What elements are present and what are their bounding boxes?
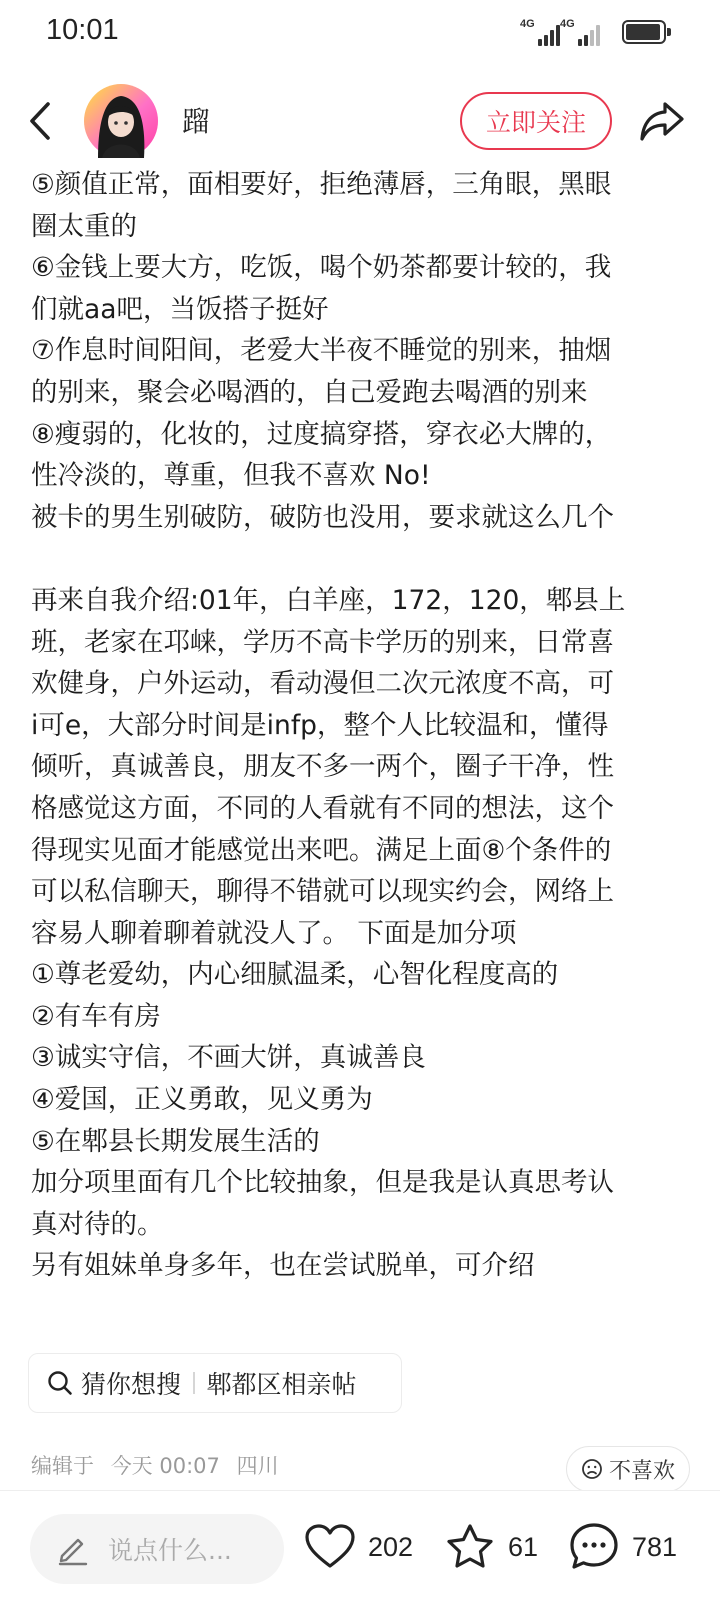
paragraph-gap (31, 538, 701, 580)
dislike-button[interactable] (566, 1446, 690, 1492)
dislike-label: 不喜欢 (608, 1458, 675, 1484)
like-button[interactable] (304, 1517, 413, 1577)
note-text-line: 班，老家在邛崃，学历不高卡学历的别来，日常喜 (31, 626, 614, 658)
note-text-line: 真对待的。 (31, 1208, 164, 1240)
note-text-line: 被卡的男生别破防，破防也没用，要求就这么几个 (31, 501, 614, 533)
note-text-line: 欢健身，户外运动，看动漫但二次元浓度不高，可 (31, 668, 614, 700)
chip-divider (193, 1372, 195, 1394)
like-count: 202 (368, 1531, 414, 1562)
share-icon[interactable] (638, 98, 686, 144)
author-name[interactable]: 蹓 (182, 105, 211, 138)
edit-info (31, 1450, 289, 1480)
author-avatar[interactable] (84, 84, 158, 158)
comment-count: 781 (632, 1531, 678, 1562)
note-text-line: 们就aa吧，当饭搭子挺好 (31, 293, 329, 325)
status-time: 10:01 (46, 14, 119, 46)
note-text-line: i可e，大部分时间是infp，整个人比较温和，懂得 (31, 709, 609, 741)
note-body-text (31, 164, 701, 1287)
note-text-line: ②有车有房 (31, 1000, 161, 1032)
edited-label: 编辑于 (31, 1454, 94, 1478)
collect-count: 61 (508, 1531, 539, 1562)
sad-face-icon (581, 1458, 603, 1480)
note-text-line: ⑦作息时间阳间，老爱大半夜不睡觉的别来，抽烟 (31, 335, 612, 367)
note-text-line: 可以私信聊天，聊得不错就可以现实约会，网络上 (31, 876, 614, 908)
note-text-line: 另有姐妹单身多年，也在尝试脱单，可介绍 (31, 1250, 535, 1282)
collect-button[interactable] (444, 1517, 538, 1577)
note-text-line: 得现实见面才能感觉出来吧。满足上面⑧个条件的 (31, 834, 612, 866)
note-text-line: 的别来，聚会必喝酒的，自己爱跑去喝酒的别来 (31, 376, 588, 408)
follow-button[interactable]: 立即关注 (460, 92, 612, 150)
pen-icon (56, 1532, 90, 1566)
note-text-line: 圈太重的 (31, 210, 137, 242)
note-text-line: 再来自我介绍:01年，白羊座，172，120，郫县上 (31, 584, 626, 616)
note-text-line: ⑥金钱上要大方，吃饭，喝个奶茶都要计较的，我 (31, 252, 612, 284)
note-text-line: 性冷淡的，尊重，但我不喜欢 No! (31, 460, 431, 492)
post-location: 四川 (236, 1454, 279, 1478)
signal-icon (520, 20, 560, 46)
related-search-chip[interactable] (28, 1353, 402, 1413)
heart-icon (304, 1523, 356, 1571)
comment-bubble-icon (568, 1521, 620, 1573)
comment-input[interactable] (30, 1514, 284, 1584)
search-chip-label: 猜你想搜 (81, 1370, 182, 1399)
note-text-line: 加分项里面有几个比较抽象，但是我是认真思考认 (31, 1167, 614, 1199)
note-text-line: 格感觉这方面，不同的人看就有不同的想法，这个 (31, 792, 614, 824)
signal-label: 4G (520, 18, 535, 30)
note-text-line: ①尊老爱幼，内心细腻温柔，心智化程度高的 (31, 959, 559, 991)
note-text-line: ③诚实守信，不画大饼，真诚善良 (31, 1042, 426, 1074)
back-arrow-icon[interactable] (24, 98, 60, 144)
edited-time: 今天 00:07 (110, 1454, 220, 1478)
note-text-line: ④爱国，正义勇敢，见义勇为 (31, 1084, 373, 1116)
search-chip-query: 郫都区相亲帖 (206, 1370, 357, 1399)
note-text-line: 容易人聊着聊着就没人了。 下面是加分项 (31, 917, 517, 949)
note-text-line: ⑧瘦弱的，化妆的，过度搞穿搭，穿衣必大牌的， (31, 418, 612, 450)
battery-icon (622, 20, 666, 44)
search-icon (47, 1370, 73, 1396)
comment-placeholder: 说点什么... (108, 1536, 232, 1565)
bottom-action-bar (0, 1490, 720, 1604)
comment-button[interactable] (568, 1517, 677, 1577)
note-text-line: 倾听，真诚善良，朋友不多一两个，圈子干净，性 (31, 751, 614, 783)
signal-label: 4G (560, 18, 575, 30)
note-text-line: ⑤在郫县长期发展生活的 (31, 1125, 320, 1157)
star-icon (444, 1522, 496, 1572)
note-content (0, 168, 720, 1484)
signal-icon (560, 20, 600, 46)
status-bar (0, 0, 720, 70)
note-header (0, 76, 720, 168)
note-text-line: ⑤颜值正常，面相要好，拒绝薄唇，三角眼，黑眼 (31, 169, 612, 200)
